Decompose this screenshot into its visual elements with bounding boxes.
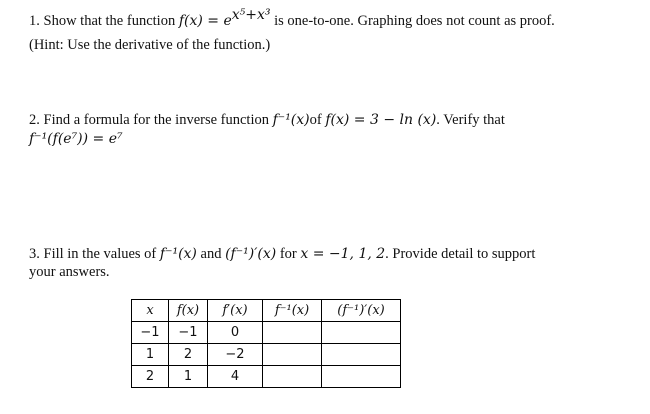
- header-f: f(x): [169, 300, 208, 322]
- table-cell-empty[interactable]: [322, 366, 401, 388]
- table-cell-empty[interactable]: [263, 322, 322, 344]
- q3-derivative-inverse: (f⁻¹)′(x): [225, 246, 277, 262]
- q1-hint: (Hint: Use the derivative of the function.): [29, 37, 271, 53]
- q2-of: of: [309, 112, 322, 128]
- table-cell: −2: [208, 344, 263, 366]
- table-row: [132, 344, 401, 366]
- q1-function: f(x) = e: [178, 13, 232, 29]
- header-f-inverse-prime: (f⁻¹)′(x): [322, 300, 401, 322]
- q2-prefix: 2. Find a formula for the inverse function: [29, 112, 273, 128]
- table-cell: 2: [169, 344, 208, 366]
- table-row: [132, 366, 401, 388]
- table-header-row: [132, 300, 401, 322]
- q2-inverse: f⁻¹(x): [272, 112, 310, 128]
- table-cell: 2: [132, 366, 169, 388]
- table-cell-empty[interactable]: [322, 322, 401, 344]
- q3-suffix: . Provide detail to support: [385, 246, 536, 262]
- table-cell: 4: [208, 366, 263, 388]
- header-f-inverse: f⁻¹(x): [263, 300, 322, 322]
- table-cell: 1: [169, 366, 208, 388]
- q3-line-2: your answers.: [29, 264, 110, 280]
- table-cell: −1: [132, 322, 169, 344]
- table-cell-empty[interactable]: [263, 344, 322, 366]
- values-table: [131, 299, 401, 388]
- q1-suffix: is one-to-one. Graphing does not count as proof.: [270, 13, 555, 29]
- header-x: x: [132, 300, 169, 322]
- q3-inverse: f⁻¹(x): [159, 246, 197, 262]
- q3-and: and: [196, 246, 226, 262]
- q2-suffix: . Verify that: [436, 112, 505, 128]
- q1-exponent: x⁵+x³: [231, 7, 271, 23]
- header-f-prime: f′(x): [208, 300, 263, 322]
- q3-for: for: [276, 246, 301, 262]
- table-cell: 1: [132, 344, 169, 366]
- table-row: [132, 322, 401, 344]
- q2-function: f(x) = 3 − ln (x): [325, 112, 437, 128]
- question-3: [29, 245, 535, 263]
- table-cell: −1: [169, 322, 208, 344]
- question-2: [29, 111, 505, 129]
- q2-verify-expression: f⁻¹(f(e⁷)) = e⁷: [29, 131, 123, 147]
- table-cell-empty[interactable]: [263, 366, 322, 388]
- question-1: [29, 7, 555, 30]
- q3-x-values: x = −1, 1, 2: [300, 246, 386, 262]
- q3-prefix: 3. Fill in the values of: [29, 246, 160, 262]
- table-cell-empty[interactable]: [322, 344, 401, 366]
- q1-prefix: 1. Show that the function: [29, 13, 179, 29]
- table-cell: 0: [208, 322, 263, 344]
